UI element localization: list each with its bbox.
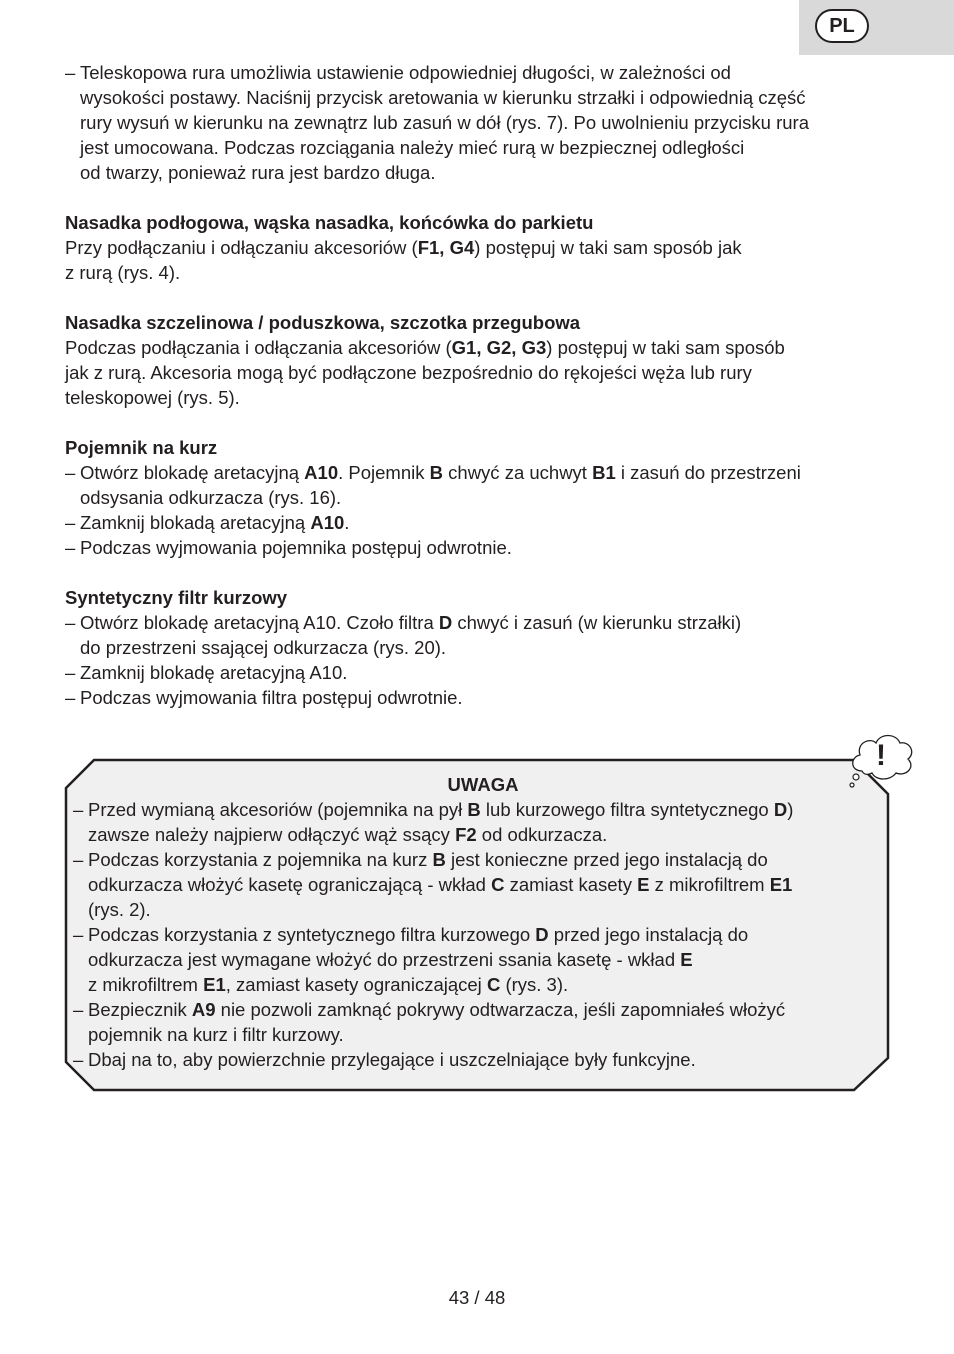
warning-item: – Dbaj na to, aby powierzchnie przylegające i uszczelniające były funkcyjne.	[73, 1047, 883, 1072]
warning-item: – Bezpiecznik A9 nie pozwoli zamknąć pokrywy odtwarzacza, jeśli zapomniałeś włożyć	[73, 997, 883, 1022]
warning-content	[73, 772, 883, 1072]
warning-item-continued: zawsze należy najpierw odłączyć wąż ssący F2 od odkurzacza.	[88, 824, 608, 845]
warning-box	[64, 758, 890, 1092]
intro-line: rury wysuń w kierunku na zewnątrz lub zasuń w dół (rys. 7). Po uwolnieniu przycisku rura	[80, 112, 809, 133]
intro-line: jest umocowana. Podczas rozciągania należy mieć rurą w bezpiecznej odległości	[80, 137, 745, 158]
list-item: – Zamknij blokadę aretacyjną A10.	[65, 660, 895, 685]
section-synthetic-filter	[65, 585, 895, 710]
warning-item: – Przed wymianą akcesoriów (pojemnika na pył B lub kurzowego filtra syntetycznego D)	[73, 797, 883, 822]
list-item: – Zamknij blokadą aretacyjną A10.	[65, 510, 895, 535]
list-item: – Otwórz blokadę aretacyjną A10. Pojemnik B chwyć za uchwyt B1 i zasuń do przestrzeni	[65, 460, 895, 485]
section-crevice-nozzles	[65, 310, 895, 410]
list-item: – Podczas wyjmowania pojemnika postępuj odwrotnie.	[65, 535, 895, 560]
language-badge: PL	[815, 9, 869, 43]
section-heading: Syntetyczny filtr kurzowy	[65, 587, 288, 608]
warning-item-continued: z mikrofiltrem E1, zamiast kasety ograniczającej C (rys. 3).	[88, 974, 569, 995]
intro-line: od twarzy, ponieważ rura jest bardzo długa.	[80, 162, 436, 183]
section-heading: Nasadka podłogowa, wąska nasadka, końcówka do parkietu	[65, 212, 594, 233]
list-item: – Podczas wyjmowania filtra postępuj odwrotnie.	[65, 685, 895, 710]
section-text: Przy podłączaniu i odłączaniu akcesoriów (F1, G4) postępuj w taki sam sposób jak	[65, 237, 742, 258]
section-heading: Nasadka szczelinowa / poduszkowa, szczotka przegubowa	[65, 312, 581, 333]
language-tab	[799, 0, 954, 55]
intro-paragraph	[65, 60, 895, 185]
warning-item-continued: odkurzacza jest wymagane włożyć do przestrzeni ssania kasetę - wkład E	[88, 949, 693, 970]
exclamation-cloud-icon	[846, 731, 916, 791]
warning-item-continued: (rys. 2).	[88, 899, 151, 920]
section-text: Podczas podłączania i odłączania akcesoriów (G1, G2, G3) postępuj w taki sam sposób	[65, 337, 785, 358]
list-item: – Otwórz blokadę aretacyjną A10. Czoło filtra D chwyć i zasuń (w kierunku strzałki)	[65, 610, 895, 635]
warning-item: – Podczas korzystania z pojemnika na kurz B jest konieczne przed jego instalacją do	[73, 847, 883, 872]
section-text: jak z rurą. Akcesoria mogą być podłączone bezpośrednio do rękojeści węża lub rury	[65, 362, 752, 383]
section-floor-nozzles	[65, 210, 895, 285]
warning-item-continued: pojemnik na kurz i filtr kurzowy.	[88, 1024, 344, 1045]
page-number: 43 / 48	[448, 1287, 506, 1308]
intro-line: – Teleskopowa rura umożliwia ustawienie odpowiedniej długości, w zależności od	[65, 60, 895, 85]
warning-item: – Podczas korzystania z syntetycznego filtra kurzowego D przed jego instalacją do	[73, 922, 883, 947]
intro-line: wysokości postawy. Naciśnij przycisk aretowania w kierunku strzałki i odpowiednią część	[80, 87, 806, 108]
list-item-continued: do przestrzeni ssającej odkurzacza (rys. 20).	[80, 637, 447, 658]
exclamation-icon: !	[876, 739, 886, 772]
section-heading: Pojemnik na kurz	[65, 437, 218, 458]
section-dust-container	[65, 435, 895, 560]
warning-item-continued: odkurzacza włożyć kasetę ograniczającą - wkład C zamiast kasety E z mikrofiltrem E1	[88, 874, 793, 895]
list-item-continued: odsysania odkurzacza (rys. 16).	[80, 487, 342, 508]
section-text: teleskopowej (rys. 5).	[65, 387, 240, 408]
section-text: z rurą (rys. 4).	[65, 262, 181, 283]
warning-title: UWAGA	[447, 774, 519, 795]
main-content	[65, 60, 895, 710]
